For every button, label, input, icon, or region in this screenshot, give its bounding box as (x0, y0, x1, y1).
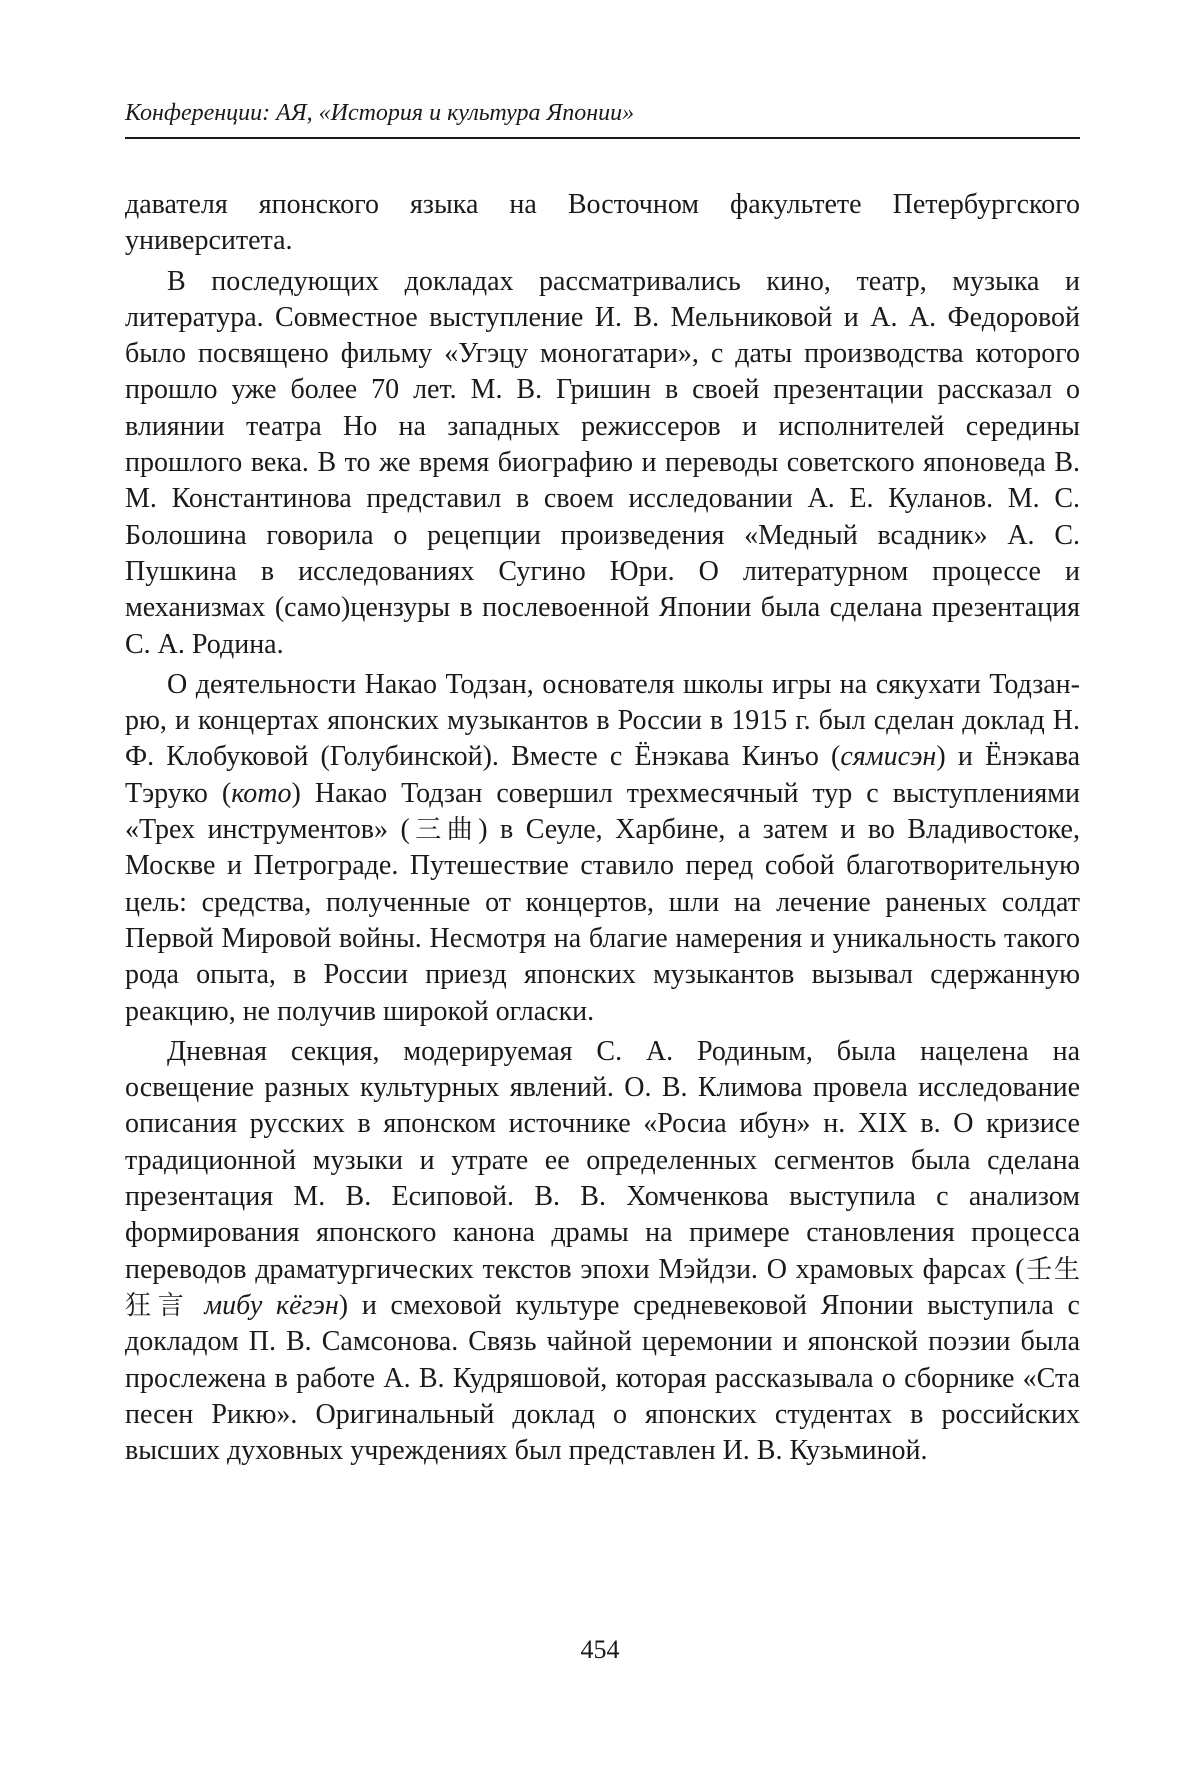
paragraph-text: ) в Сеуле, Харбине, а затем и во Владивостоке, Москве и Петрограде. Путешествие ставило перед собой благотворительную цель: средства, полученные от концертов, шли на лечение раненых солдат Первой Мировой войны. Несмотря на благие намерения и уникальность такого рода опыта, в России приезд японских музыкантов вызывал сдержанную реакцию, не получив широкой огласки. (125, 814, 1080, 1026)
italic-term: кото (231, 778, 291, 809)
paragraph-continued: давателя японского языка на Восточном факультете Петербургского университета. (125, 187, 1080, 260)
running-header: Конференции: АЯ, «История и культура Японии» (125, 98, 1080, 128)
paragraph (125, 1034, 1080, 1470)
page-number: 454 (0, 1635, 1200, 1665)
paragraph-text: ) и смеховой культуре средневековой Японии выступила с доклa­дом П. В. Самсонова. Связь чайной церемонии и японской поэзии была прослежена в работе А. В. Кудряшовой, которая рассказывала о сборнике «Ста песен Рикю». Оригинальный доклад о японских студентах в российских высших духовных учреждениях был пред­ставлен И. В. Кузьминой. (125, 1290, 1080, 1466)
document-page (0, 0, 1200, 1780)
italic-term: сямисэн (840, 741, 936, 772)
paragraph-text: Дневная секция, модерируемая С. А. Родиным, была нацелена на освещение разных культурных явлений. О. В. Климова провела исследование описания русских в японском источнике «Росиа ибун» н. XIX в. О кризисе традиционной музыки и утрате ее определенных сегментов была сделана презентация М. В. Есиповой. В. В. Хомчен­кова выступила с анализом формирования японского канона драмы на примере становления процесса переводов драматургических текстов эпохи Мэйдзи. О храмовых фарсах ( (125, 1036, 1080, 1285)
japanese-term: 三曲 (410, 815, 478, 845)
paragraph (125, 667, 1080, 1030)
paragraph-text: О деятельности Накао Тодзан, основателя школы игры на сякуха­ти Тодзан-рю, и концертах японских музыкантов в России в 1915 г. был сделан доклад Н. Ф. Клобуковой (Голубинской). Вместе с Ёнэ­кава Кинъо ( (125, 669, 1080, 773)
paragraph-text: ) и Ёнэкава Тэруко ( (125, 741, 1080, 808)
paragraph-text: ) Накао Тодзан совер­шил трехмесячный тур с выступлениями «Трех инструментов» ( (125, 778, 1080, 845)
header-rule (125, 137, 1080, 139)
paragraph: В последующих докладах рассматривались кино, театр, музы­ка и литература. Совместное выступление И. В. Мельниковой и А. А. Федоровой было посвящено фильму «Угэцу моногатари», с даты производства которого прошло уже более 70 лет. М. В. Гришин в своей презентации рассказал о влиянии театра Но на западных режиссеров и исполнителей середины прошлого века. В то же время биографию и переводы советского японоведа В. М. Константинова представил в своем исследовании А. Е. Куланов. М. С. Болошина говорила о рецеп­ции произведения «Медный всадник» А. С. Пушкина в исследованиях Сугино Юри. О литературном процессе и механизмах (само)цензуры в послевоенной Японии была сделана презентация С. А. Родина. (125, 264, 1080, 663)
japanese-term: 壬生狂言 (125, 1255, 1080, 1321)
italic-term: мибу кёгэн (204, 1290, 338, 1321)
body-text (125, 187, 1080, 1469)
